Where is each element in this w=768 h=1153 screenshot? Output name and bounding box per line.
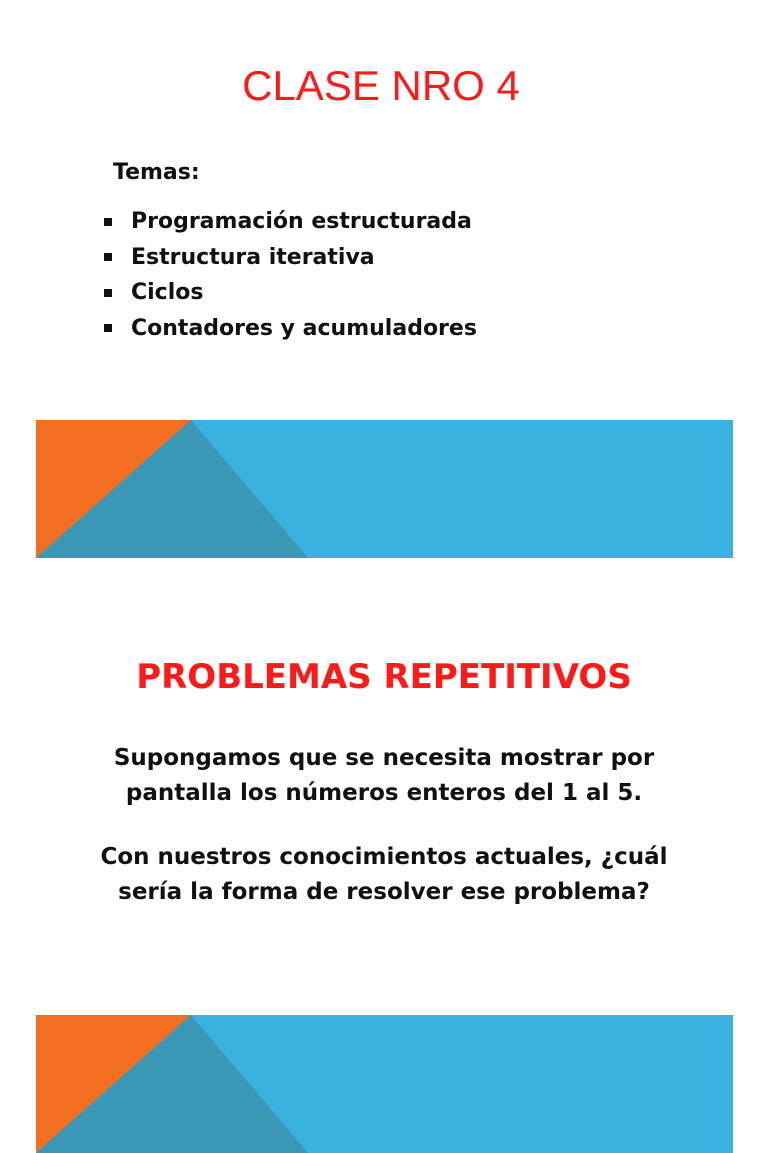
problem-statement [60, 741, 708, 811]
topic-item [104, 275, 477, 311]
topic-item [104, 204, 477, 240]
topic-label: Contadores y acumuladores [131, 315, 477, 341]
square-bullet-icon [104, 218, 112, 226]
decorative-banner [36, 1015, 733, 1153]
problem-question-line: Con nuestros conocimientos actuales, ¿cuál [100, 844, 668, 870]
problem-question [60, 840, 708, 910]
topic-item [104, 240, 477, 276]
topic-label: Ciclos [131, 280, 204, 306]
topics-list [104, 204, 477, 346]
topics-heading: Temas: [113, 160, 200, 185]
slide-title: CLASE NRO 4 [242, 62, 520, 109]
decorative-banner [36, 420, 733, 558]
problem-question-line: sería la forma de resolver ese problema? [118, 879, 650, 905]
section-title: PROBLEMAS REPETITIVOS [136, 657, 632, 697]
topic-item [104, 311, 477, 347]
topic-label: Programación estructurada [131, 209, 472, 235]
problem-statement-line: pantalla los números enteros del 1 al 5. [125, 780, 643, 806]
square-bullet-icon [104, 289, 112, 297]
square-bullet-icon [104, 324, 112, 332]
problem-statement-line: Supongamos que se necesita mostrar por [113, 745, 655, 771]
square-bullet-icon [104, 253, 112, 261]
topic-label: Estructura iterativa [131, 244, 375, 270]
